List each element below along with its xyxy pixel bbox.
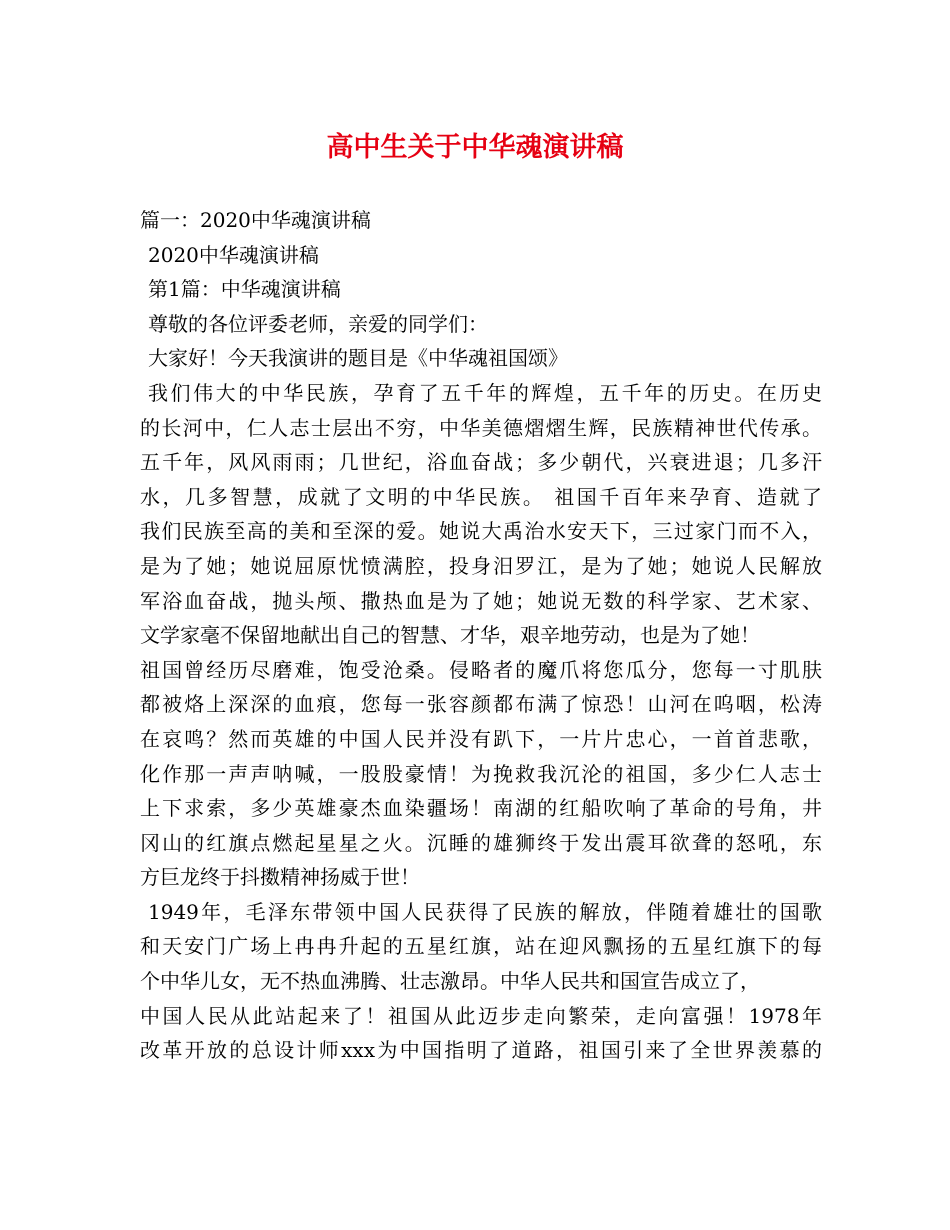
text-line: 文学家毫不保留地献出自己的智慧、才华，艰辛地劳动，也是为了她！	[140, 623, 760, 648]
text-line: 冈山的红旗点燃起星星之火。沉睡的雄狮终于发出震耳欲聋的怒吼，东	[140, 830, 822, 855]
text-line: 方巨龙终于抖擞精神扬威于世！	[140, 865, 420, 890]
text-line: 1949年，毛泽东带领中国人民获得了民族的解放，伴随着雄壮的国歌	[148, 899, 822, 924]
document-body	[140, 203, 822, 1068]
text-line: 改革开放的总设计师xxx为中国指明了道路，祖国引来了全世界羡慕的	[140, 1038, 822, 1063]
text-line: 的长河中，仁人志士层出不穷，中华美德熠熠生辉，民族精神世代传承。	[140, 415, 822, 440]
text-line: 个中华儿女，无不热血沸腾、壮志激昂。中华人民共和国宣告成立了，	[140, 969, 760, 994]
text-line: 祖国曾经历尽磨难，饱受沧桑。侵略者的魔爪将您瓜分，您每一寸肌肤	[140, 657, 822, 682]
text-line: 第1篇：中华魂演讲稿	[148, 277, 341, 302]
document-title: 高中生关于中华魂演讲稿	[326, 132, 624, 163]
text-line: 上下求索，多少英雄豪杰血染疆场！南湖的红船吹响了革命的号角，井	[140, 796, 822, 821]
text-line: 都被烙上深深的血痕，您每一张容颜都布满了惊恐！山河在呜咽，松涛	[140, 692, 822, 717]
text-line: 尊敬的各位评委老师，亲爱的同学们：	[148, 311, 488, 336]
text-line: 化作那一声声呐喊，一股股豪情！为挽救我沉沦的祖国，多少仁人志士	[140, 761, 822, 786]
text-line: 是为了她；她说屈原忧愤满腔，投身汨罗江，是为了她；她说人民解放	[140, 553, 822, 578]
text-line: 2020中华魂演讲稿	[148, 242, 319, 267]
text-line: 大家好！今天我演讲的题目是《中华魂祖国颂》	[148, 346, 568, 371]
text-line: 在哀鸣？然而英雄的中国人民并没有趴下，一片片忠心，一首首悲歌，	[140, 726, 822, 751]
text-line: 中国人民从此站起来了！祖国从此迈步走向繁荣，走向富强！1978年	[140, 1003, 822, 1028]
text-line: 军浴血奋战，抛头颅、撒热血是为了她；她说无数的科学家、艺术家、	[140, 588, 822, 613]
text-line: 五千年，风风雨雨；几世纪，浴血奋战；多少朝代，兴衰进退；几多汗	[140, 450, 822, 475]
text-line: 我们民族至高的美和至深的爱。她说大禹治水安天下，三过家门而不入，	[140, 519, 822, 544]
text-line: 我们伟大的中华民族，孕育了五千年的辉煌，五千年的历史。在历史	[148, 380, 822, 405]
text-line: 篇一：2020中华魂演讲稿	[140, 208, 371, 232]
text-line: 和天安门广场上冉冉升起的五星红旗，站在迎风飘扬的五星红旗下的每	[140, 934, 822, 959]
text-line: 水，几多智慧，成就了文明的中华民族。 祖国千百年来孕育、造就了	[140, 484, 822, 509]
